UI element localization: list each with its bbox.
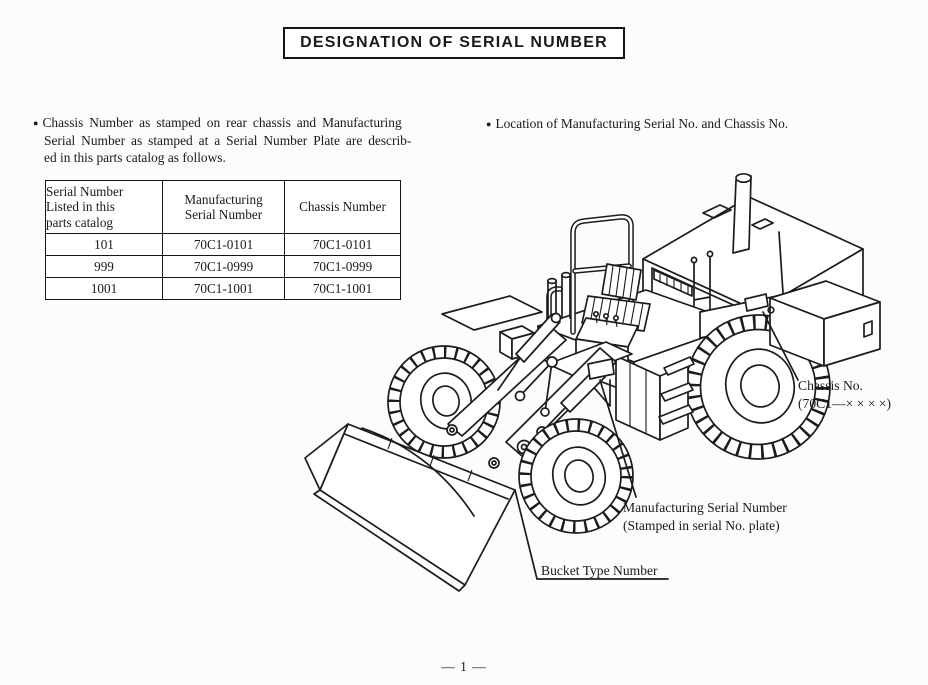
bullet-icon: ● bbox=[486, 118, 492, 129]
cell-catalog-number: 999 bbox=[46, 256, 163, 278]
intro-left-line2: Serial Number as stamped at a Serial Number Plate are describ- bbox=[44, 132, 412, 148]
callout-bucket-type: Bucket Type Number bbox=[541, 563, 658, 578]
far-fender bbox=[442, 296, 542, 330]
cell-mfg-serial: 70C1-0101 bbox=[163, 234, 285, 256]
intro-right-text: Location of Manufacturing Serial No. and Chassis No. bbox=[495, 116, 789, 131]
exhaust-stack-icon bbox=[733, 174, 751, 253]
cell-chassis-number: 70C1-0101 bbox=[285, 234, 401, 256]
callout-manufacturing-serial: Manufacturing Serial Number (Stamped in serial No. plate) bbox=[623, 500, 787, 533]
cell-catalog-number: 101 bbox=[46, 234, 163, 256]
cell-mfg-serial: 70C1-0999 bbox=[163, 256, 285, 278]
cell-chassis-number: 70C1-1001 bbox=[285, 278, 401, 300]
page-number: — 1 — bbox=[441, 659, 487, 674]
cell-chassis-number: 70C1-0999 bbox=[285, 256, 401, 278]
intro-left-line3: ed in this parts catalog as follows. bbox=[44, 149, 226, 165]
cell-mfg-serial: 70C1-1001 bbox=[163, 278, 285, 300]
intro-left-line1: ● Chassis Number as stamped on rear chassis and Manufacturing bbox=[33, 115, 402, 130]
callout-chassis-no: Chassis No. (70C1—× × × ×) bbox=[798, 378, 891, 411]
page-title: DESIGNATION OF SERIAL NUMBER bbox=[283, 27, 625, 59]
bullet-icon: ● bbox=[33, 117, 39, 128]
header-serial-number: Serial Number Listed in this parts catalog bbox=[46, 181, 163, 234]
header-manufacturing: Manufacturing Serial Number bbox=[163, 181, 285, 234]
header-chassis: Chassis Number bbox=[285, 181, 401, 234]
bucket bbox=[305, 424, 515, 591]
cell-catalog-number: 1001 bbox=[46, 278, 163, 300]
front-wheel bbox=[519, 419, 633, 533]
